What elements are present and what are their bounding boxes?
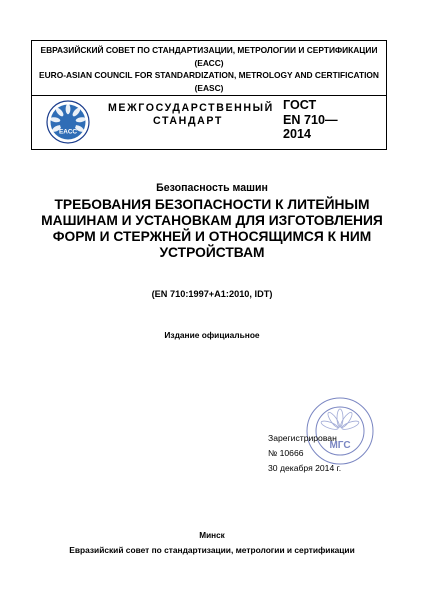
- document-subtitle: Безопасность машин: [156, 182, 268, 194]
- council-en-name: EURO-ASIAN COUNCIL FOR STANDARDIZATION, METROLOGY AND CERTIFICATION: [39, 70, 379, 80]
- standard-line: СТАНДАРТ: [153, 115, 223, 127]
- title-line: ФОРМ И СТЕРЖНЕЙ И ОТНОСЯЩИМСЯ К НИМ: [52, 229, 372, 244]
- interstate-line: МЕЖГОСУДАРСТВЕННЫЙ: [108, 102, 274, 114]
- standard-designation: [283, 98, 338, 142]
- title-line: УСТРОЙСТВАМ: [159, 245, 265, 260]
- gost-year: 2014: [283, 127, 312, 141]
- interstate-standard-label: [108, 102, 274, 128]
- stamp-text: МГС: [329, 440, 351, 451]
- header-divider: [31, 95, 387, 96]
- edition-label: Издание официальное: [164, 330, 260, 340]
- publication-city: Минск: [199, 531, 225, 540]
- publisher-name: Евразийский совет по стандартизации, метрологии и сертификации: [69, 545, 355, 555]
- council-ru-name: ЕВРАЗИЙСКИЙ СОВЕТ ПО СТАНДАРТИЗАЦИИ, МЕТРОЛОГИИ И СЕРТИФИКАЦИИ: [40, 45, 378, 55]
- council-ru-abbr: (ЕАСС): [194, 57, 224, 68]
- equivalence-note: (EN 710:1997+A1:2010, IDT): [151, 289, 273, 299]
- registration-label: Зарегистрирован: [268, 433, 337, 443]
- registration-number: № 10666: [268, 448, 304, 458]
- logo-text: EACC: [58, 128, 78, 136]
- registration-info: [268, 431, 341, 476]
- document-title: [40, 197, 384, 261]
- title-line: МАШИНАМ И УСТАНОВКАМ ДЛЯ ИЗГОТОВЛЕНИЯ: [41, 213, 383, 228]
- title-line: ТРЕБОВАНИЯ БЕЗОПАСНОСТИ К ЛИТЕЙНЫМ: [54, 197, 370, 212]
- gost-number: EN 710—: [283, 112, 338, 127]
- registration-date: 30 декабря 2014 г.: [268, 463, 342, 473]
- gost-label: ГОСТ: [283, 98, 317, 112]
- council-names: [31, 44, 387, 94]
- eacc-logo-icon: [46, 100, 90, 144]
- council-en-abbr: (EASC): [194, 82, 224, 93]
